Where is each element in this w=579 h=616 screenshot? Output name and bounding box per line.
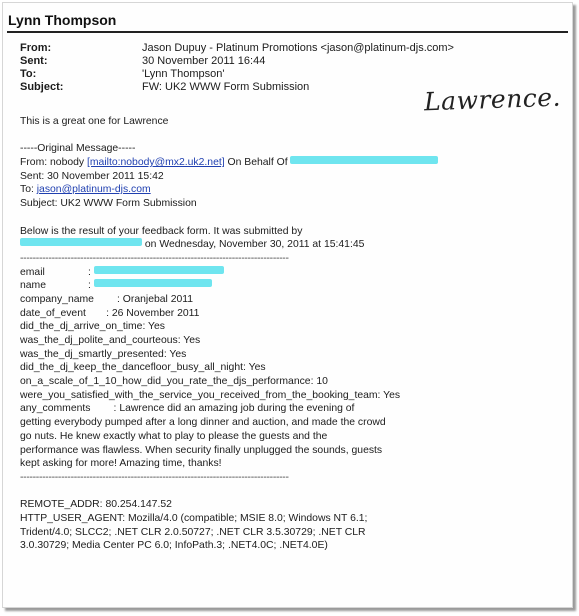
handwritten-annotation: Lawrence. [423, 82, 562, 117]
original-to-line [20, 183, 560, 197]
redacted-email-value [94, 266, 224, 274]
form-comments-line-3: go nuts. He knew exactly what to play to please the guests and the [20, 430, 328, 442]
form-arrive-row: did_the_dj_arrive_on_time: Yes [20, 321, 165, 333]
subject-label: Subject: [20, 81, 64, 93]
sent-value: 30 November 2011 16:44 [142, 55, 266, 67]
form-separator-bottom: ------------------------------------------------------------------------------------- [20, 471, 289, 483]
recipient-email-link[interactable]: jason@platinum-djs.com [36, 184, 151, 196]
form-intro-line: Below is the result of your feedback form. It was submitted by [20, 225, 303, 237]
original-from-line [20, 156, 560, 170]
form-date-row: date_of_event : 26 November 2011 [20, 307, 200, 319]
name-field-colon: : [88, 280, 91, 292]
form-comments-line-4: performance was flawless. When security finally unplugged the sounds, guests [20, 444, 383, 456]
original-sent-line: Sent: 30 November 2011 15:42 [20, 170, 164, 182]
form-satisfied-row: were_you_satisfied_with_the_service_you_received_from_the_booking_team: Yes [20, 389, 401, 401]
form-separator-top: ------------------------------------------------------------------------------------- [20, 252, 289, 264]
user-agent-line-3: 3.0.30729; Media Center PC 6.0; InfoPath.3; .NET4.0C; .NET4.0E) [20, 540, 328, 552]
redacted-name-value [94, 279, 212, 287]
name-field-label: name [20, 280, 46, 292]
form-rate-row: on_a_scale_of_1_10_how_did_you_rate_the_djs_performance: 10 [20, 376, 328, 388]
user-agent-line-1: HTTP_USER_AGENT: Mozilla/4.0 (compatible; MSIE 8.0; Windows NT 6.1; [20, 512, 368, 524]
form-comments-line-5: kept asking for more! Amazing time, thanks! [20, 458, 222, 470]
form-email-row [20, 266, 560, 280]
form-submitted-line [20, 238, 560, 252]
form-comments-line-2: getting everybody pumped after a long dinner and auction, and made the crowd [20, 417, 386, 429]
user-agent-line-2: Trident/4.0; SLCC2; .NET CLR 2.0.50727; .NET CLR 3.5.30729; .NET CLR [20, 526, 366, 538]
original-from-suffix: On Behalf Of [224, 157, 291, 169]
redacted-submitter-email [20, 238, 142, 246]
from-value: Jason Dupuy - Platinum Promotions <jason@platinum-djs.com> [142, 42, 454, 54]
form-polite-row: was_the_dj_polite_and_courteous: Yes [20, 335, 201, 346]
header-divider [7, 31, 568, 33]
form-name-row [20, 279, 560, 293]
form-busy-row: did_the_dj_keep_the_dancefloor_busy_all_night: Yes [20, 362, 266, 374]
to-label: To: [20, 68, 37, 80]
scanned-email-page [2, 2, 573, 608]
form-company-row: company_name : Oranjebal 2011 [20, 293, 194, 305]
remote-addr-line: REMOTE_ADDR: 80.254.147.52 [20, 499, 172, 511]
to-value: 'Lynn Thompson' [142, 68, 225, 80]
email-field-label: email [20, 266, 45, 278]
email-field-colon: : [88, 266, 91, 278]
from-label: From: [20, 42, 52, 54]
original-to-prefix: To: [20, 184, 37, 196]
intro-line: This is a great one for Lawrence [20, 116, 169, 127]
form-smart-row: was_the_dj_smartly_presented: Yes [20, 348, 187, 360]
sent-label: Sent: [20, 55, 48, 67]
redacted-sender-name [290, 156, 438, 164]
mailto-link[interactable]: [mailto:nobody@mx2.uk2.net] [87, 157, 225, 169]
email-body [20, 115, 560, 553]
submitted-timestamp: on Wednesday, November 30, 2011 at 15:41:45 [142, 239, 365, 251]
original-subject-line: Subject: UK2 WWW Form Submission [20, 198, 197, 210]
original-from-prefix: From: nobody [20, 157, 87, 169]
subject-value: FW: UK2 WWW Form Submission [142, 81, 310, 93]
mailbox-owner-name: Lynn Thompson [8, 12, 117, 28]
form-comments-line-1: any_comments : Lawrence did an amazing job during the evening of [20, 403, 355, 415]
original-message-heading: -----Original Message----- [20, 143, 136, 155]
